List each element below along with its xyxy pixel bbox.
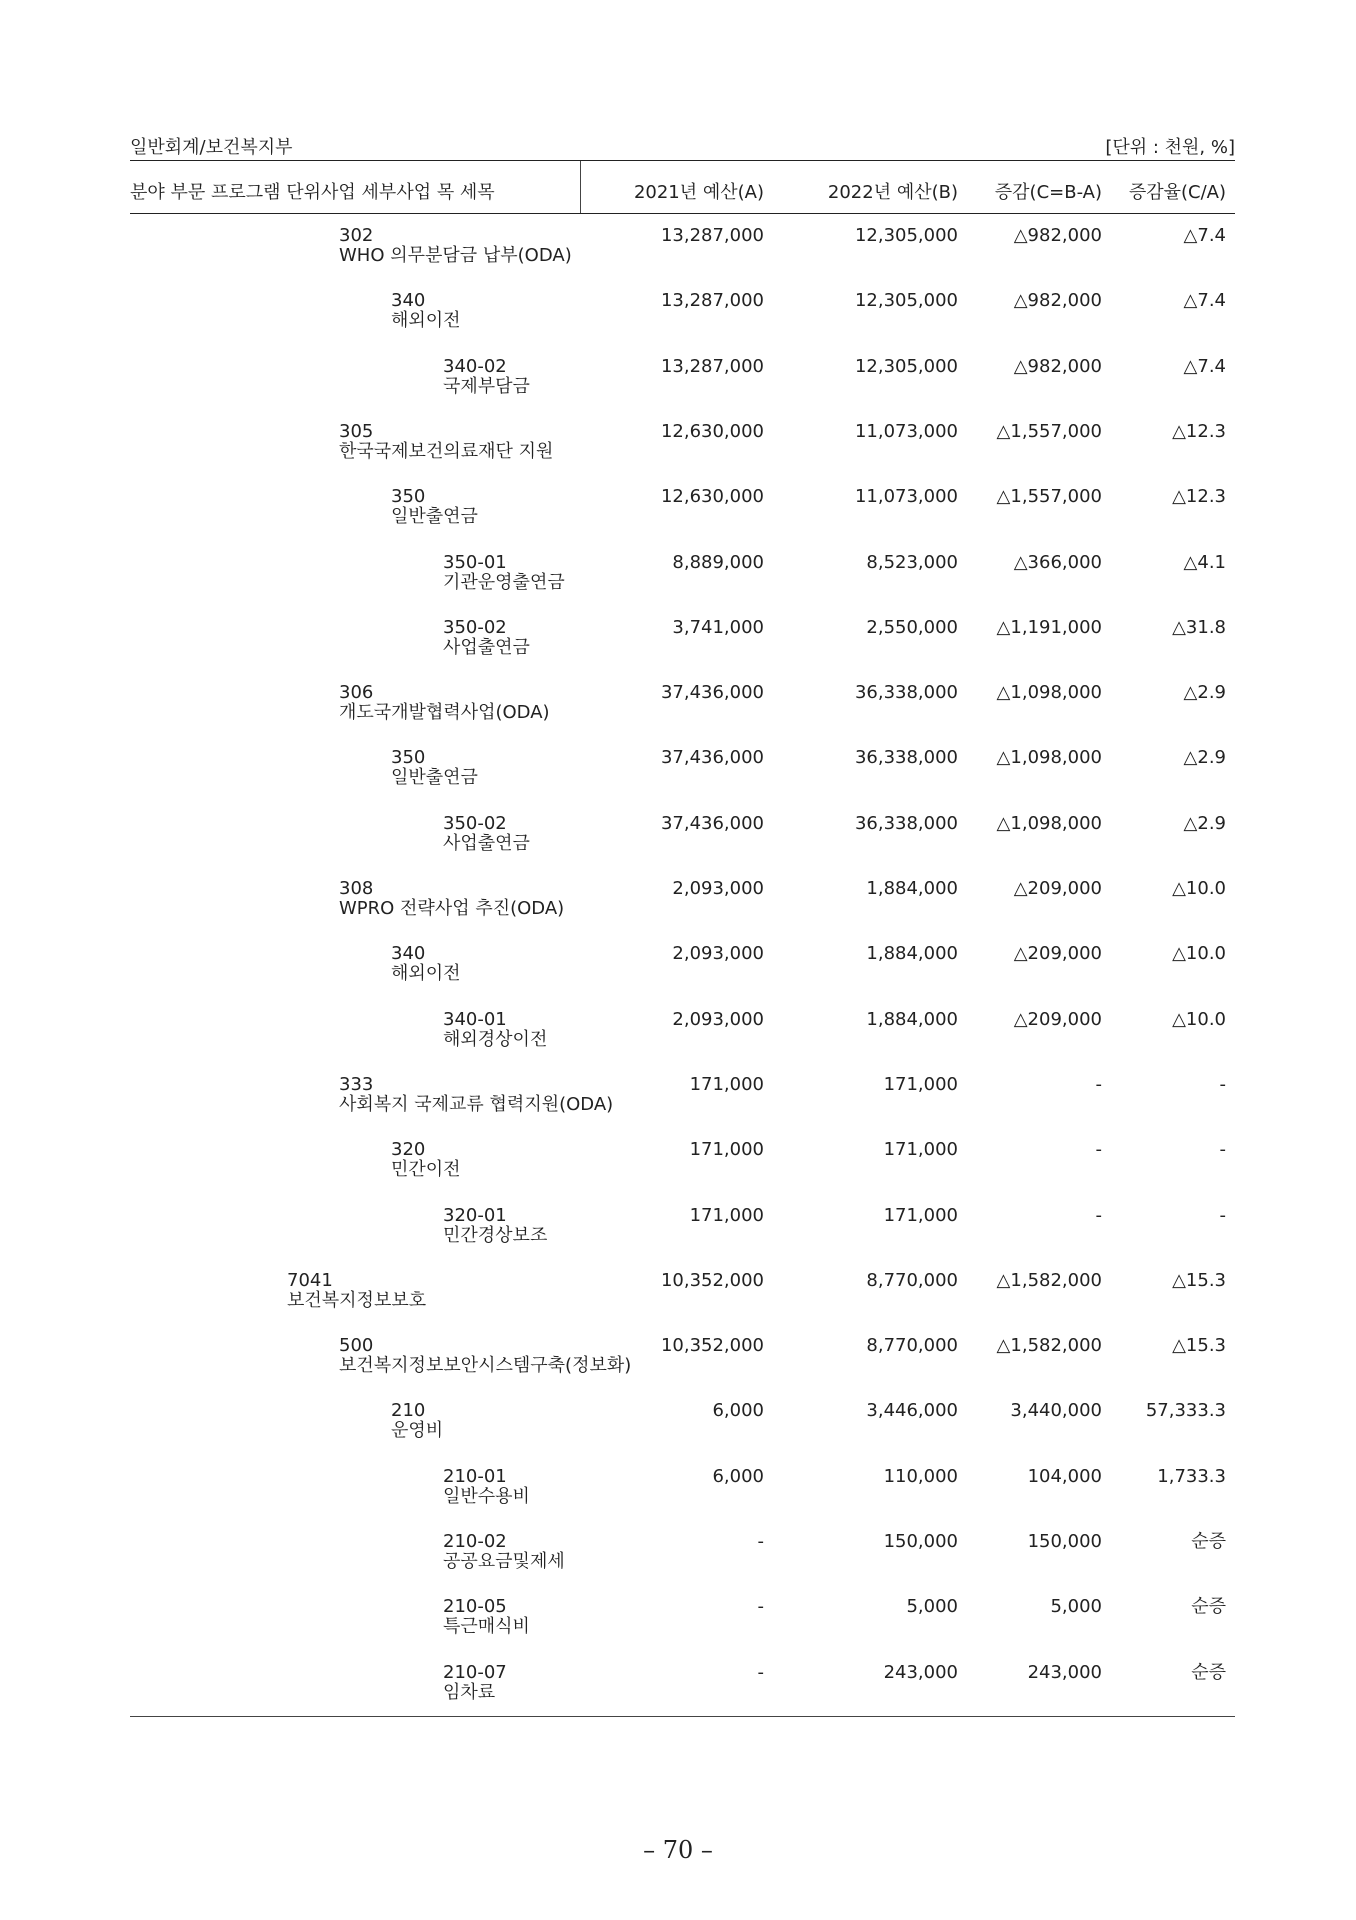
row-code: 340-01 [443,1008,507,1030]
row-budget-2022: 12,305,000 [854,355,958,377]
unit-label: [단위 : 천원, %] [1105,137,1235,158]
table-row [0,422,1356,482]
row-change: △982,000 [1013,290,1102,312]
row-code: 7041 [287,1269,333,1291]
header-change-rate: 증감율(C/A) [1128,182,1226,203]
row-change-rate: △2.9 [1183,812,1226,834]
row-change-rate: - [1219,1139,1226,1161]
row-change: - [1095,1073,1102,1095]
table-row [0,1401,1356,1461]
row-budget-2022: 36,338,000 [854,682,958,704]
row-name: 해외이전 [391,310,461,332]
row-name: 운영비 [391,1420,444,1442]
row-code: 500 [339,1335,374,1357]
row-change: △209,000 [1013,1008,1102,1030]
row-name: 기관운영출연금 [443,571,565,593]
row-name: WPRO 전략사업 추진(ODA) [339,898,565,919]
table-row [0,1075,1356,1135]
table-row [0,1597,1356,1657]
row-name: 임차료 [443,1681,496,1703]
row-budget-2022: 171,000 [883,1073,958,1095]
row-change: △1,557,000 [996,486,1102,508]
row-change: 5,000 [1050,1596,1102,1618]
table-bottom-rule [130,1716,1235,1717]
row-budget-2021: 171,000 [689,1073,764,1095]
row-change: △1,098,000 [996,682,1102,704]
row-change-rate: △2.9 [1183,747,1226,769]
row-code: 340 [391,943,426,965]
row-code: 350 [391,486,426,508]
row-budget-2021: 37,436,000 [660,747,764,769]
row-budget-2021: 37,436,000 [660,682,764,704]
table-row [0,1010,1356,1070]
row-change: 243,000 [1027,1661,1102,1683]
table-row [0,553,1356,613]
table-row [0,357,1356,417]
row-name: 공공요금및제세 [443,1551,565,1572]
row-code: 210-05 [443,1596,507,1618]
row-change: 150,000 [1027,1531,1102,1552]
row-change-rate: △10.0 [1172,1008,1226,1030]
row-code: 320-01 [443,1204,507,1226]
row-change: 104,000 [1027,1465,1102,1487]
table-row [0,1206,1356,1266]
header-budget-2022: 2022년 예산(B) [827,182,958,203]
row-code: 308 [339,878,374,899]
row-code: 340 [391,290,426,312]
row-budget-2021: 37,436,000 [660,812,764,834]
table-row [0,1271,1356,1331]
row-budget-2021: - [757,1661,764,1683]
row-code: 350-02 [443,812,507,834]
row-budget-2022: 243,000 [883,1661,958,1683]
row-budget-2021: - [757,1531,764,1552]
row-budget-2022: 2,550,000 [866,616,958,638]
table-row [0,879,1356,939]
row-budget-2021: 2,093,000 [672,878,764,899]
table-row [0,291,1356,351]
row-change: △982,000 [1013,355,1102,377]
row-code: 210 [391,1400,426,1422]
row-budget-2021: 6,000 [712,1400,764,1422]
row-code: 340-02 [443,355,507,377]
row-budget-2022: 1,884,000 [866,1008,958,1030]
row-budget-2021: 10,352,000 [660,1269,764,1291]
row-name: 일반수용비 [443,1485,530,1507]
row-name: 개도국개발협력사업(ODA) [339,702,550,724]
row-budget-2021: 171,000 [689,1204,764,1226]
row-budget-2021: 13,287,000 [660,355,764,377]
row-change-rate: △15.3 [1172,1269,1226,1291]
header-column-separator [580,161,581,213]
row-budget-2021: 2,093,000 [672,1008,764,1030]
row-budget-2021: 8,889,000 [672,551,764,573]
row-change-rate: △15.3 [1172,1335,1226,1357]
row-code: 350 [391,747,426,769]
row-change-rate: △10.0 [1172,878,1226,899]
row-change-rate: 순증 [1191,1661,1226,1683]
row-name: 민간이전 [391,1159,461,1181]
table-row [0,944,1356,1004]
page-number: – 70 – [643,1836,713,1864]
row-change: △982,000 [1013,225,1102,246]
row-change-rate: - [1219,1073,1226,1095]
row-budget-2022: 8,770,000 [866,1335,958,1357]
row-change: - [1095,1204,1102,1226]
row-change: △1,098,000 [996,747,1102,769]
table-row [0,1532,1356,1592]
row-change: △1,557,000 [996,420,1102,442]
row-name: 해외이전 [391,963,461,985]
row-budget-2022: 171,000 [883,1204,958,1226]
account-title: 일반회계/보건복지부 [130,137,293,158]
row-name: 사업출연금 [443,636,530,658]
row-budget-2022: 1,884,000 [866,943,958,965]
row-code: 333 [339,1073,374,1095]
row-code: 210-07 [443,1661,507,1683]
row-budget-2022: 8,523,000 [866,551,958,573]
row-name: 사회복지 국제교류 협력지원(ODA) [339,1093,614,1115]
table-row [0,748,1356,808]
row-change: - [1095,1139,1102,1161]
row-change-rate: - [1219,1204,1226,1226]
row-code: 302 [339,225,374,246]
row-budget-2021: 13,287,000 [660,290,764,312]
row-change-rate: △31.8 [1172,616,1226,638]
row-budget-2022: 150,000 [883,1531,958,1552]
header-change: 증감(C=B-A) [994,182,1102,203]
row-budget-2022: 11,073,000 [854,420,958,442]
row-change: △366,000 [1013,551,1102,573]
row-code: 320 [391,1139,426,1161]
table-row [0,1467,1356,1527]
row-change-rate: 순증 [1191,1596,1226,1618]
row-change-rate: △4.1 [1183,551,1226,573]
table-row [0,683,1356,743]
row-change-rate: 순증 [1191,1531,1226,1552]
row-name: WHO 의무분담금 납부(ODA) [339,245,572,266]
row-change-rate: △2.9 [1183,682,1226,704]
row-code: 306 [339,682,374,704]
row-budget-2022: 12,305,000 [854,290,958,312]
row-name: 민간경상보조 [443,1224,548,1246]
row-change-rate: △12.3 [1172,486,1226,508]
row-budget-2022: 110,000 [883,1465,958,1487]
row-code: 305 [339,420,374,442]
row-budget-2022: 12,305,000 [854,225,958,246]
table-top-rule [130,160,1235,161]
row-code: 350-01 [443,551,507,573]
row-name: 일반출연금 [391,767,478,789]
table-row [0,1336,1356,1396]
row-budget-2022: 5,000 [906,1596,958,1618]
row-budget-2022: 8,770,000 [866,1269,958,1291]
row-budget-2022: 1,884,000 [866,878,958,899]
row-name: 사업출연금 [443,832,530,854]
row-code: 350-02 [443,616,507,638]
row-change-rate: △7.4 [1183,290,1226,312]
row-budget-2022: 171,000 [883,1139,958,1161]
row-name: 국제부담금 [443,375,530,397]
row-code: 210-02 [443,1531,507,1552]
header-budget-2021: 2021년 예산(A) [633,182,764,203]
row-change: △209,000 [1013,943,1102,965]
row-change: △1,098,000 [996,812,1102,834]
row-budget-2021: 12,630,000 [660,486,764,508]
row-budget-2022: 36,338,000 [854,747,958,769]
row-change-rate: 57,333.3 [1145,1400,1226,1422]
row-change-rate: △7.4 [1183,225,1226,246]
row-change: 3,440,000 [1010,1400,1102,1422]
row-change: △209,000 [1013,878,1102,899]
row-budget-2021: 3,741,000 [672,616,764,638]
table-row [0,1140,1356,1200]
row-budget-2022: 3,446,000 [866,1400,958,1422]
table-row [0,226,1356,286]
row-name: 해외경상이전 [443,1028,548,1050]
row-budget-2021: 13,287,000 [660,225,764,246]
header-category: 분야 부문 프로그램 단위사업 세부사업 목 세목 [130,182,495,203]
row-name: 한국국제보건의료재단 지원 [339,440,554,462]
table-row [0,814,1356,874]
row-budget-2021: 171,000 [689,1139,764,1161]
row-change-rate: △7.4 [1183,355,1226,377]
row-budget-2021: 10,352,000 [660,1335,764,1357]
table-row [0,618,1356,678]
row-change-rate: 1,733.3 [1157,1465,1226,1487]
row-change: △1,191,000 [996,616,1102,638]
row-code: 210-01 [443,1465,507,1487]
row-budget-2021: - [757,1596,764,1618]
row-budget-2021: 12,630,000 [660,420,764,442]
row-change: △1,582,000 [996,1269,1102,1291]
row-budget-2021: 2,093,000 [672,943,764,965]
row-name: 보건복지정보보호 [287,1289,427,1311]
table-header-rule [130,213,1235,214]
row-budget-2022: 11,073,000 [854,486,958,508]
row-budget-2021: 6,000 [712,1465,764,1487]
table-row [0,1663,1356,1723]
row-name: 특근매식비 [443,1616,530,1638]
table-row [0,487,1356,547]
row-change-rate: △10.0 [1172,943,1226,965]
row-change: △1,582,000 [996,1335,1102,1357]
row-name: 보건복지정보보안시스템구축(정보화) [339,1355,632,1377]
row-budget-2022: 36,338,000 [854,812,958,834]
row-name: 일반출연금 [391,506,478,528]
row-change-rate: △12.3 [1172,420,1226,442]
